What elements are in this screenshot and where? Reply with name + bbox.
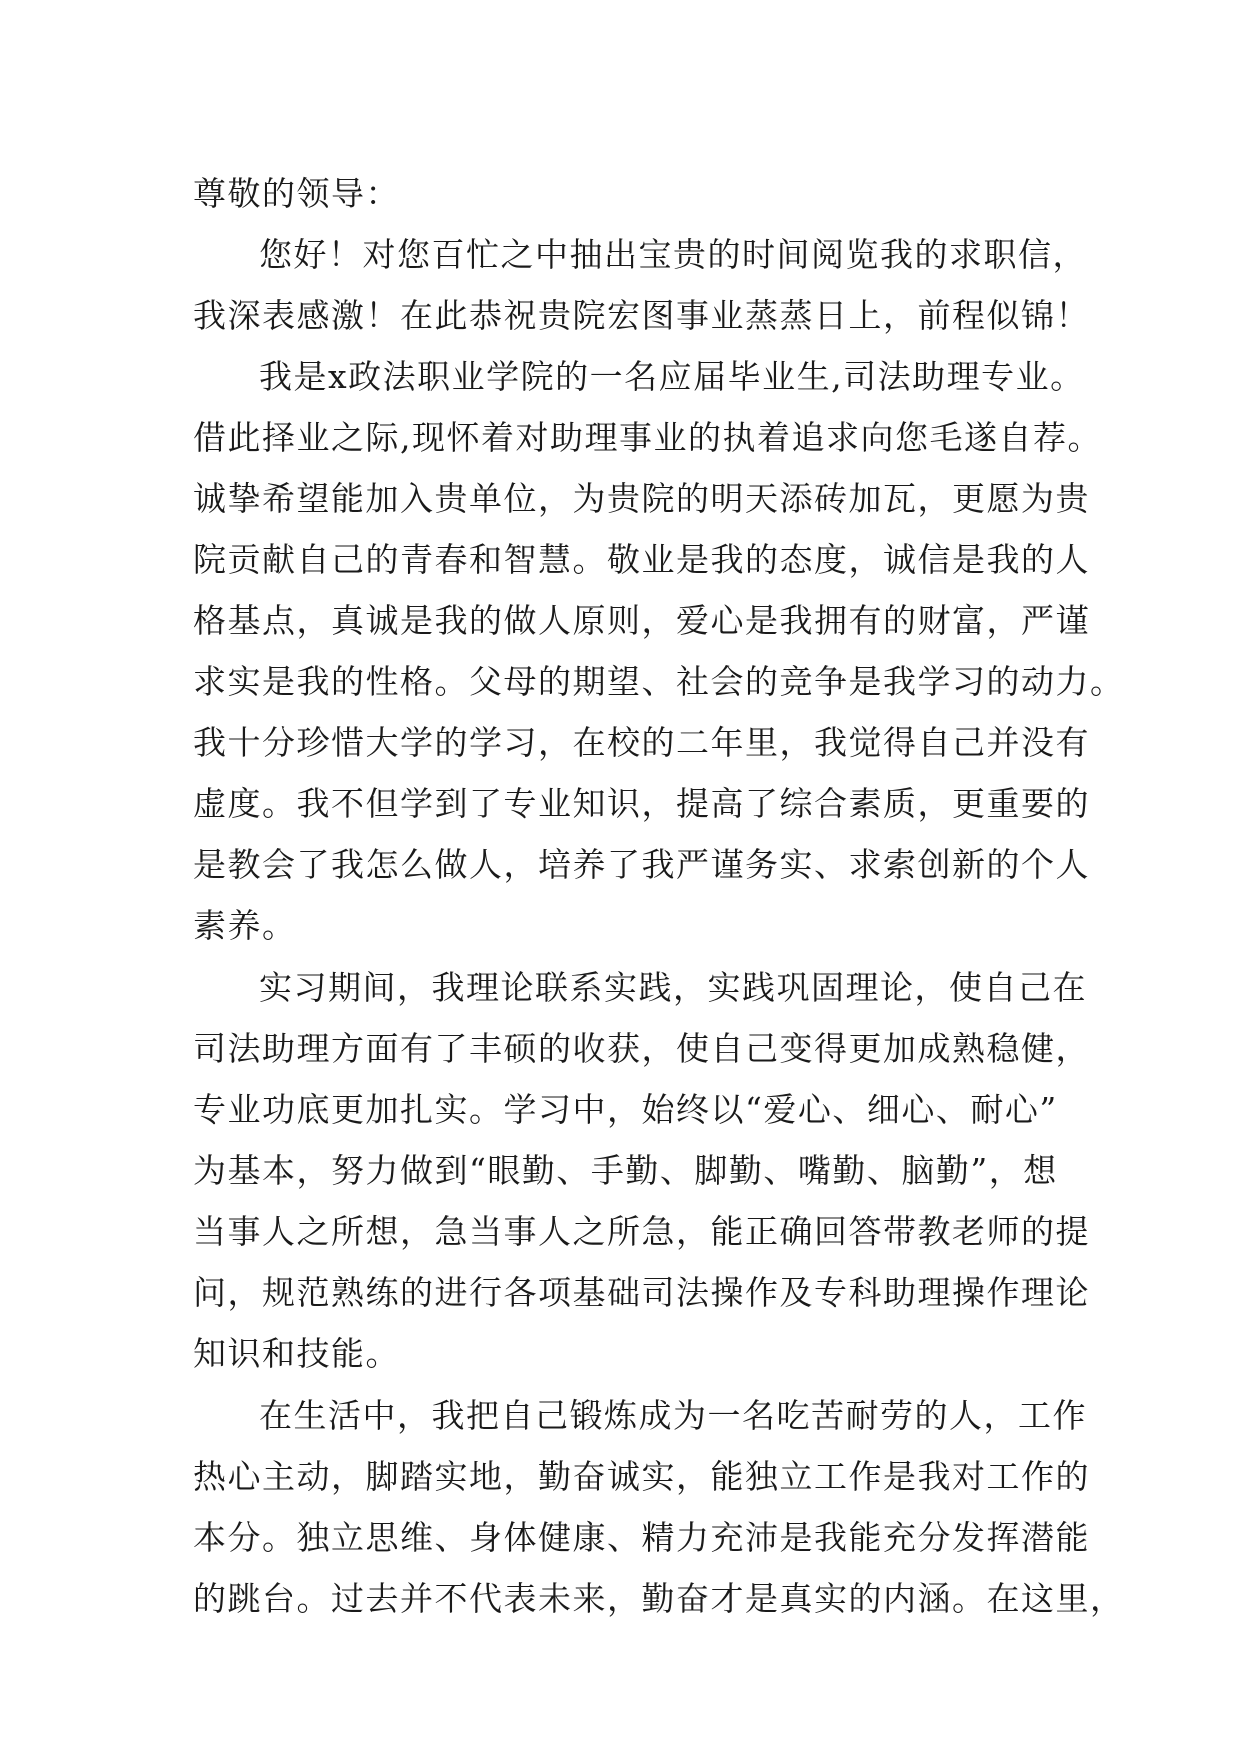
paragraph-line: 借此择业之际,现怀着对助理事业的执着追求向您毛遂自荐。 [193,418,1102,457]
paragraph-line: 我深表感激！在此恭祝贵院宏图事业蒸蒸日上，前程似锦！ [193,296,1090,335]
paragraph-line: 专业功底更加扎实。学习中，始终以“爱心、细心、耐心” [193,1090,1058,1129]
paragraph-line: 本分。独立思维、身体健康、精力充沛是我能充分发挥潜能 [193,1518,1090,1557]
paragraph-line: 在生活中，我把自己锻炼成为一名吃苦耐劳的人，工作 [259,1396,1087,1435]
paragraph-line: 我十分珍惜大学的学习，在校的二年里，我觉得自己并没有 [193,723,1090,762]
paragraph-line: 求实是我的性格。父母的期望、社会的竞争是我学习的动力。 [193,662,1125,701]
letter-body [193,163,1125,1629]
paragraph-line: 当事人之所想，急当事人之所急，能正确回答带教老师的提 [193,1212,1090,1251]
paragraph-line: 素养。 [193,906,297,945]
paragraph-line: 格基点，真诚是我的做人原则，爱心是我拥有的财富，严谨 [193,601,1090,640]
paragraph-line: 诚挚希望能加入贵单位，为贵院的明天添砖加瓦，更愿为贵 [193,479,1090,518]
paragraph-line: 为基本，努力做到“眼勤、手勤、脚勤、嘴勤、脑勤”，想 [193,1151,1058,1190]
paragraph-line: 您好！对您百忙之中抽出宝贵的时间阅览我的求职信， [259,235,1087,274]
paragraph-line: 虚度。我不但学到了专业知识，提高了综合素质，更重要的 [193,784,1090,823]
paragraph-line: 是教会了我怎么做人，培养了我严谨务实、求索创新的个人 [193,845,1090,884]
paragraph-line: 知识和技能。 [193,1334,400,1373]
paragraph-line: 的跳台。过去并不代表未来，勤奋才是真实的内涵。在这里， [193,1579,1125,1618]
paragraph-line: 院贡献自己的青春和智慧。敬业是我的态度，诚信是我的人 [193,540,1090,579]
salutation: 尊敬的领导： [193,174,400,213]
paragraph-line: 热心主动，脚踏实地，勤奋诚实，能独立工作是我对工作的 [193,1457,1090,1496]
paragraph-line: 实习期间，我理论联系实践，实践巩固理论，使自己在 [259,968,1087,1007]
paragraph-line: 司法助理方面有了丰硕的收获，使自己变得更加成熟稳健， [193,1029,1090,1068]
paragraph-line: 问，规范熟练的进行各项基础司法操作及专科助理操作理论 [193,1273,1090,1312]
paragraph-line: 我是x政法职业学院的一名应届毕业生,司法助理专业。 [259,357,1085,396]
